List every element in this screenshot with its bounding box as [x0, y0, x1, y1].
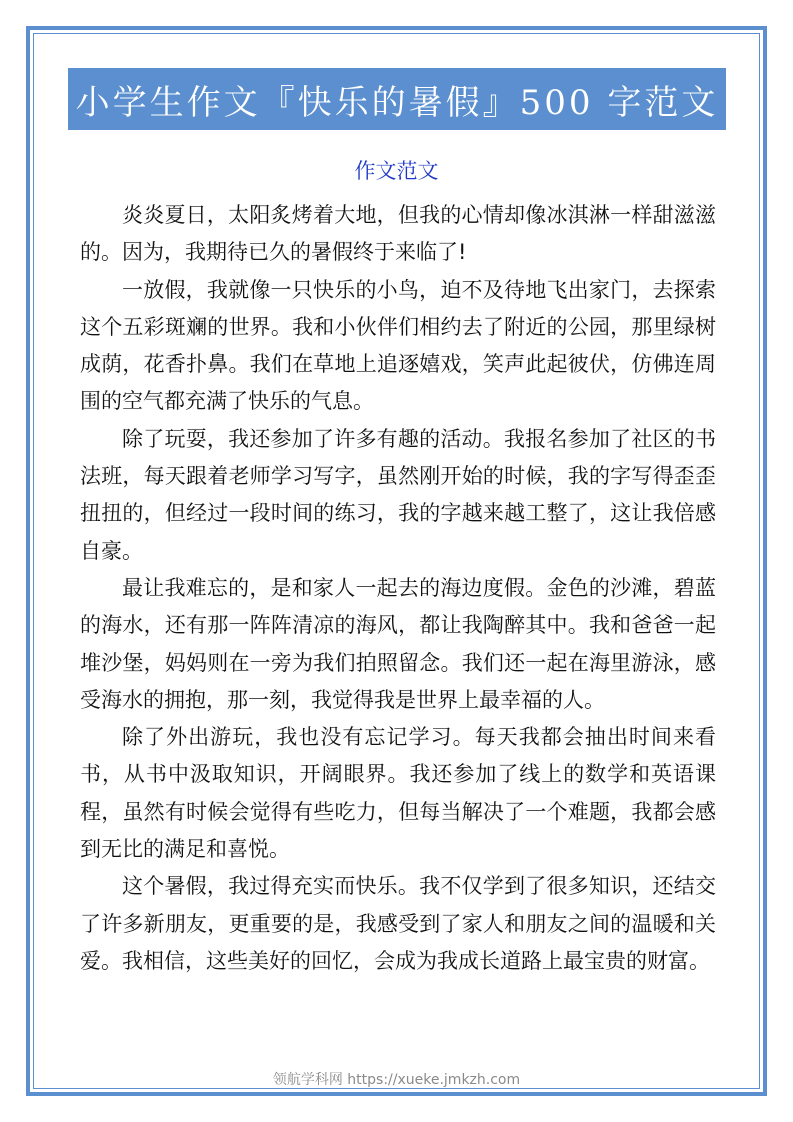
essay-paragraph: 除了玩耍，我还参加了许多有趣的活动。我报名参加了社区的书法班，每天跟着老师学习写字，虽然刚开始的时候，我的字写得歪歪扭扭的，但经过一段时间的练习，我的字越来越工整了，这让我倍感自豪。 — [80, 426, 716, 563]
essay-paragraph: 最让我难忘的，是和家人一起去的海边度假。金色的沙滩，碧蓝的海水，还有那一阵阵清凉的海风，都让我陶醉其中。我和爸爸一起堆沙堡，妈妈则在一旁为我们拍照留念。我们还一起在海里游泳，感受海水的拥抱，那一刻，我觉得我是世界上最幸福的人。 — [80, 575, 716, 712]
footer-watermark: 领航学科网 https://xueke.jmkzh.com — [272, 1072, 521, 1088]
essay-paragraph: 一放假，我就像一只快乐的小鸟，迫不及待地飞出家门，去探索这个五彩斑斓的世界。我和小伙伴们相约去了附近的公园，那里绿树成荫，花香扑鼻。我们在草地上追逐嬉戏，笑声此起彼伏，仿佛连周围的空气都充满了快乐的气息。 — [80, 277, 716, 414]
title-banner — [68, 68, 726, 130]
essay-paragraph: 除了外出游玩，我也没有忘记学习。每天我都会抽出时间来看书，从书中汲取知识，开阔眼界。我还参加了线上的数学和英语课程，虽然有时候会觉得有些吃力，但每当解决了一个难题，我都会感到无比的满足和喜悦。 — [80, 725, 716, 862]
page-title: 小学生作文『快乐的暑假』500 字范文 — [75, 82, 719, 123]
essay-paragraph: 这个暑假，我过得充实而快乐。我不仅学到了很多知识，还结交了许多新朋友，更重要的是，我感受到了家人和朋友之间的温暖和关爱。我相信，这些美好的回忆，会成为我成长道路上最宝贵的财富。 — [80, 874, 716, 973]
essay-body — [80, 197, 716, 980]
essay-paragraph: 炎炎夏日，太阳炙烤着大地，但我的心情却像冰淇淋一样甜滋滋的。因为，我期待已久的暑假终于来临了! — [80, 203, 716, 265]
section-subtitle: 作文范文 — [354, 159, 439, 183]
